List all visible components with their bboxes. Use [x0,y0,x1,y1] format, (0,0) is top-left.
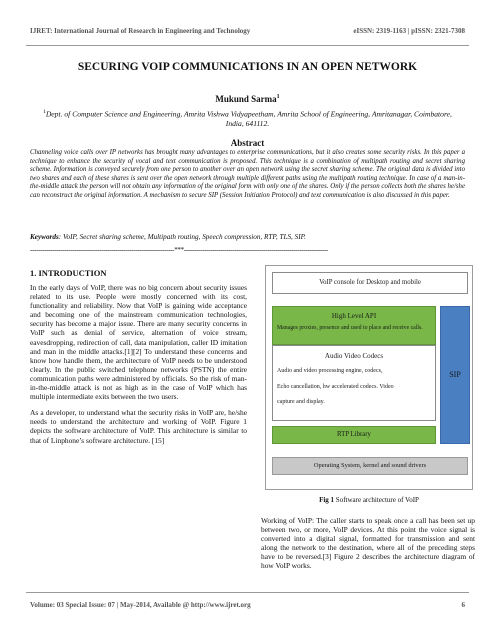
affiliation [34,108,461,129]
keywords-line [30,233,470,241]
left-column [30,283,247,452]
figure-caption [265,496,473,504]
console-block: VoIP console for Desktop and mobile [272,272,468,294]
architecture-figure [265,265,473,490]
codecs-title: Audio Video Codecs [324,352,384,360]
right-column-text: Working of VoIP: The caller starts to speak once a call has been set up between two, or more, VoIP devices. At this point the voice signal is converted into a digital signal, formatted for transmission and sent along the network to the destination, where all of the preceding steps have to be reversed.[3] Figure 2 describes the architecture diagram of how VoIP works. [261,516,475,571]
paper-title: SECURING VOIP COMMUNICATIONS IN AN OPEN NETWORK [77,61,418,73]
high-level-api-title: High Level API [331,312,377,320]
codecs-line-1: Audio and video processing engine, codecs, [277,368,383,374]
journal-name: IJRET: International Journal of Research in Engineering and Technology [30,27,251,35]
codecs-block [272,345,436,421]
keywords-text: : VoIP, Secret sharing scheme, Multipath routing, Speech compression, RTP, TLS, SIP. [58,233,306,241]
header-rule [26,45,469,46]
author-line [0,94,495,104]
affiliation-text: Dept. of Computer Science and Engineering, Amrita Vishwa Vidyapeetham, Amrita School of Engineering, Amritanagar, Coimbatore, India, 641112. [45,109,452,129]
rtp-library-block: RTP Library [272,426,436,444]
intro-paragraph-1: In the early days of VoIP, there was no big concern about security issues related to its use. People were mostly concerned with its cost, functionality and reliability. Now that VoIP is gaining wide acceptance and becoming one of the mainstream communication technologies, security has become a major issue. There are many security concerns in VoIP such as denial of service, alternation of voice stream, eavesdropping, redirection of call, data manipulation, caller ID imitation and man in the middle attacks.[1][2] To understand these concerns and know how handle them, the architecture of VoIP needs to be understood clearly. In the public switched telephone networks (PSTN) the entire communication paths were administered by officials. So the risk of man-in-the-middle attack is not as high as in the case of VoIP which has multiple intermediate exits between the two users. [30,283,247,402]
intro-paragraph-2: As a developer, to understand what the security risks in VoIP are, he/she needs to understand the architecture and working of VoIP. Figure 1 depicts the software architecture of VoIP. This architecture is similar to that of Linphone’s software architecture. [15] [30,408,247,445]
issn-text: eISSN: 2319-1163 | pISSN: 2321-7308 [353,27,465,35]
abstract-heading: Abstract [230,138,265,148]
codecs-line-3: capture and display. [277,399,325,405]
author-name: Mukund Sarma [215,94,277,104]
affiliation-superscript: 1 [43,109,46,115]
section-separator: -----------------------------------------------------------------------***----------------------------------------------------------------------- [30,246,329,254]
author-superscript: 1 [276,94,280,100]
section-heading: 1. INTRODUCTION [30,268,107,278]
figure-caption-text: Software architecture of VoIP [334,496,419,504]
page-number: 6 [461,601,465,609]
running-header [30,27,465,35]
high-level-api-block [272,306,436,345]
os-block: Operating System, kernel and sound drivers [272,457,468,475]
footer-text: Volume: 03 Special Issue: 07 | May-2014, Available @ http://www.ijret.org [30,601,251,609]
keywords-label: Keywords [30,233,59,241]
footer-rule [26,592,469,593]
sip-block: SIP [440,306,470,444]
figure-caption-label: Fig 1 [319,496,335,504]
high-level-api-desc: Manages proxies, presence and used to place and receive calls. [277,325,423,331]
abstract-text: Channeling voice calls over IP networks has brought many advantages to enterprise communications, but it also creates some security risks. In this paper a technique to enhance the security of vocal and text communication is proposed. This technique is a combination of multipath routing and secret sharing scheme. Information is conveyed securely from one person to another over an open network using the secret sharing scheme. The original data is divided into two shares and each of these shares is sent over the open network through multiple different paths using the multipath routing technique. In case of a man-in-the-middle attack the person will not obtain any information of the original form with only one of the shares. Only if the person collects both the shares he/she can reconstruct the original information. A mechanism to secure SIP (Session Initiation Protocol) and text communication is also discussed in this paper. [30,149,465,199]
codecs-line-2: Echo cancellation, hw accelerated codecs. Video [277,384,394,390]
